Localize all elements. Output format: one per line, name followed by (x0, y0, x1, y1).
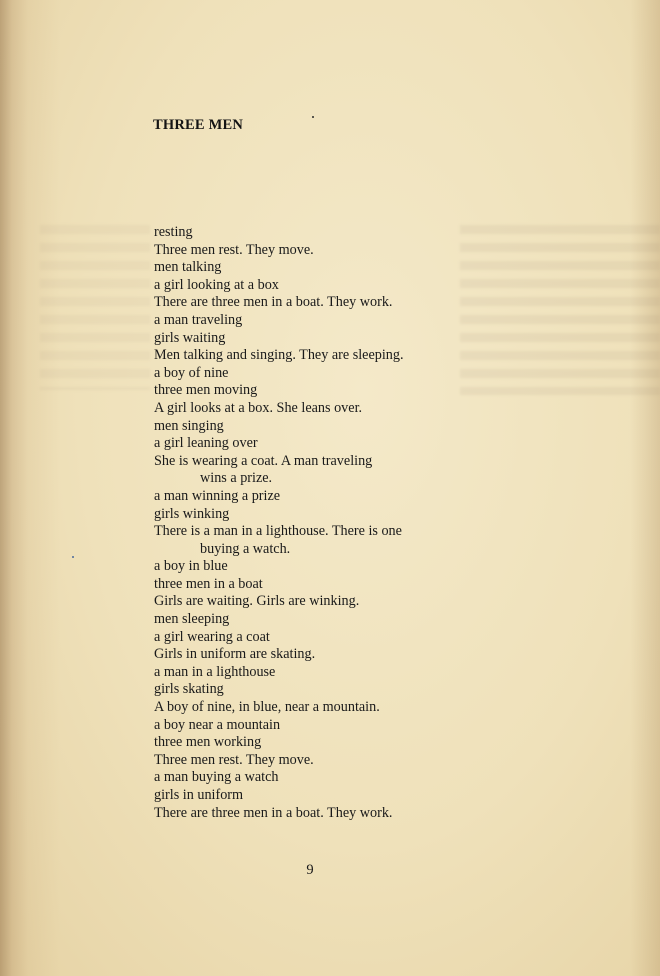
poem-line: men talking (154, 259, 222, 276)
poem-title: THREE MEN (153, 117, 244, 133)
poem-line: There are three men in a boat. They work. (154, 804, 393, 821)
poem-line: wins a prize. (200, 470, 273, 487)
poem-line: There is a man in a lighthouse. There is one (154, 523, 402, 540)
poem-line: A girl looks at a box. She leans over. (154, 399, 363, 416)
show-through-text-left (40, 225, 150, 390)
poem-line: girls skating (154, 681, 224, 698)
ink-speck (72, 556, 74, 558)
poem-line: a boy near a mountain (154, 716, 281, 733)
poem-line: There are three men in a boat. They work. (154, 294, 393, 311)
poem-line: resting (154, 224, 193, 240)
poem-line: men sleeping (154, 611, 230, 628)
poem-line: three men moving (154, 382, 258, 399)
poem-line: a man traveling (154, 311, 243, 328)
poem-line: Girls are waiting. Girls are winking. (154, 593, 360, 610)
poem-line: Three men rest. They move. (154, 751, 314, 768)
poem-line: buying a watch. (200, 540, 291, 557)
poem-line: A boy of nine, in blue, near a mountain. (154, 699, 380, 716)
poem-line: She is wearing a coat. A man traveling (154, 452, 373, 469)
poem-line: a man winning a prize (154, 487, 281, 504)
poem-line: a boy in blue (154, 558, 228, 575)
poem-line: girls in uniform (154, 787, 244, 803)
poem-line: a girl leaning over (154, 435, 258, 452)
poem-line: girls waiting (154, 329, 226, 346)
poem-line: a girl looking at a box (154, 276, 279, 293)
poem-line: a boy of nine (154, 364, 229, 381)
poem-line: a man in a lighthouse (154, 663, 276, 680)
ink-speck (312, 116, 314, 118)
poem-line: three men in a boat (154, 575, 263, 592)
poem-line: girls winking (154, 505, 230, 522)
poem-line: Girls in uniform are skating. (154, 646, 316, 663)
poem-line: three men working (154, 734, 262, 751)
poem-body (154, 224, 614, 822)
poem-line: a girl wearing a coat (154, 628, 270, 645)
page-number: 9 (306, 862, 314, 878)
poem-line: a man buying a watch (154, 769, 279, 786)
poem-line: Men talking and singing. They are sleeping. (154, 347, 404, 364)
poem-line: Three men rest. They move. (154, 241, 314, 258)
poem-line: men singing (154, 417, 224, 434)
